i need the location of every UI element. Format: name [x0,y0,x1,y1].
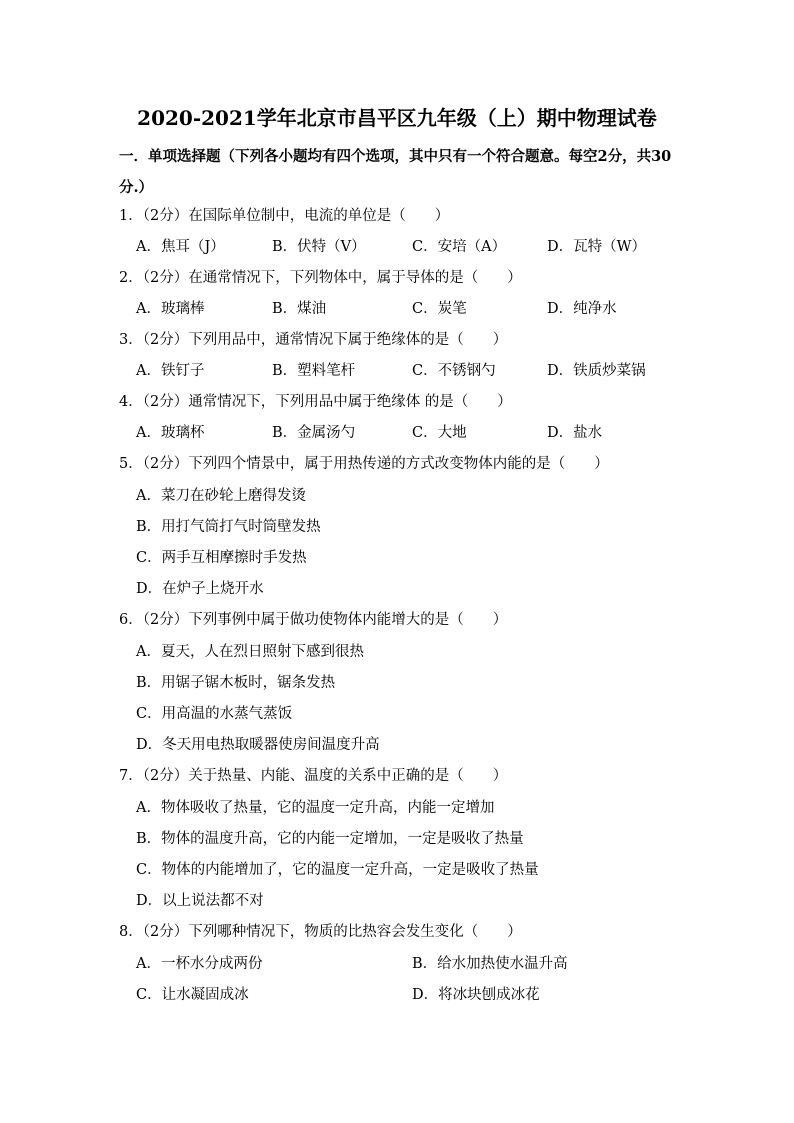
option-a: A．物体吸收了热量，它的温度一定升高，内能一定增加 [136,800,495,816]
option-c: C．用高温的水蒸气蒸饭 [136,706,293,722]
option-d: D．以上说法都不对 [136,893,264,909]
option-b: B．塑料笔杆 [272,363,356,379]
option-d: D．瓦特（W） [547,239,647,255]
question-stem: 4．（2分）通常情况下，下列用品中属于绝缘体 的是（ ） [119,394,512,410]
question-stem: 8．（2分）下列哪种情况下，物质的比热容会发生变化（ ） [119,924,522,940]
option-d: D．冬天用电热取暖器使房间温度升高 [136,737,380,753]
option-a: A．玻璃棒 [136,301,205,317]
option-d: D．纯净水 [547,301,617,317]
option-d: D．盐水 [547,425,603,441]
option-b: B．金属汤勺 [272,425,356,441]
option-c: C．物体的内能增加了，它的温度一定升高，一定是吸收了热量 [136,862,539,878]
option-a: A．铁钉子 [136,363,205,379]
option-b: B．伏特（V） [272,239,366,255]
option-b: B．煤油 [272,301,327,317]
option-d: D．在炉子上烧开水 [136,581,264,597]
question-stem: 2．（2分）在通常情况下，下列物体中，属于导体的是（ ） [119,270,522,286]
option-a: A．玻璃杯 [136,425,205,441]
option-c: C．两手互相摩擦时手发热 [136,550,307,566]
option-a: A．夏天，人在烈日照射下感到很热 [136,644,364,660]
option-c: C．炭笔 [412,301,467,317]
option-a: A．菜刀在砂轮上磨得发烫 [136,488,306,504]
option-c: C．大地 [412,425,467,441]
question-stem: 6．（2分）下列事例中属于做功使物体内能增大的是（ ） [119,612,508,628]
page-title: 2020-2021学年北京市昌平区九年级（上）期中物理试卷 [137,106,657,130]
option-a: A．一杯水分成两份 [136,956,263,972]
option-c: C．安培（A） [412,239,507,255]
question-stem: 5．（2分）下列四个情景中，属于用热传递的方式改变物体内能的是（ ） [119,456,609,472]
option-d: D．将冰块刨成冰花 [412,987,540,1003]
option-b: B．用锯子锯木板时，锯条发热 [136,675,336,691]
option-c: C．不锈钢勺 [412,363,496,379]
question-stem: 3．（2分）下列用品中，通常情况下属于绝缘体的是（ ） [119,332,508,348]
option-b: B．物体的温度升高，它的内能一定增加，一定是吸收了热量 [136,831,524,847]
section-heading: 一．单项选择题（下列各小题均有四个选项，其中只有一个符合题意。每空2分，共30分.） [119,148,672,196]
option-d: D．铁质炒菜锅 [547,363,646,379]
question-stem: 1．（2分）在国际单位制中，电流的单位是（ ） [119,208,450,224]
option-b: B．用打气筒打气时筒壁发热 [136,519,321,535]
option-b: B．给水加热使水温升高 [412,956,568,972]
question-stem: 7．（2分）关于热量、内能、温度的关系中正确的是（ ） [119,768,508,784]
option-a: A．焦耳（J） [136,239,225,255]
option-c: C．让水凝固成冰 [136,987,249,1003]
